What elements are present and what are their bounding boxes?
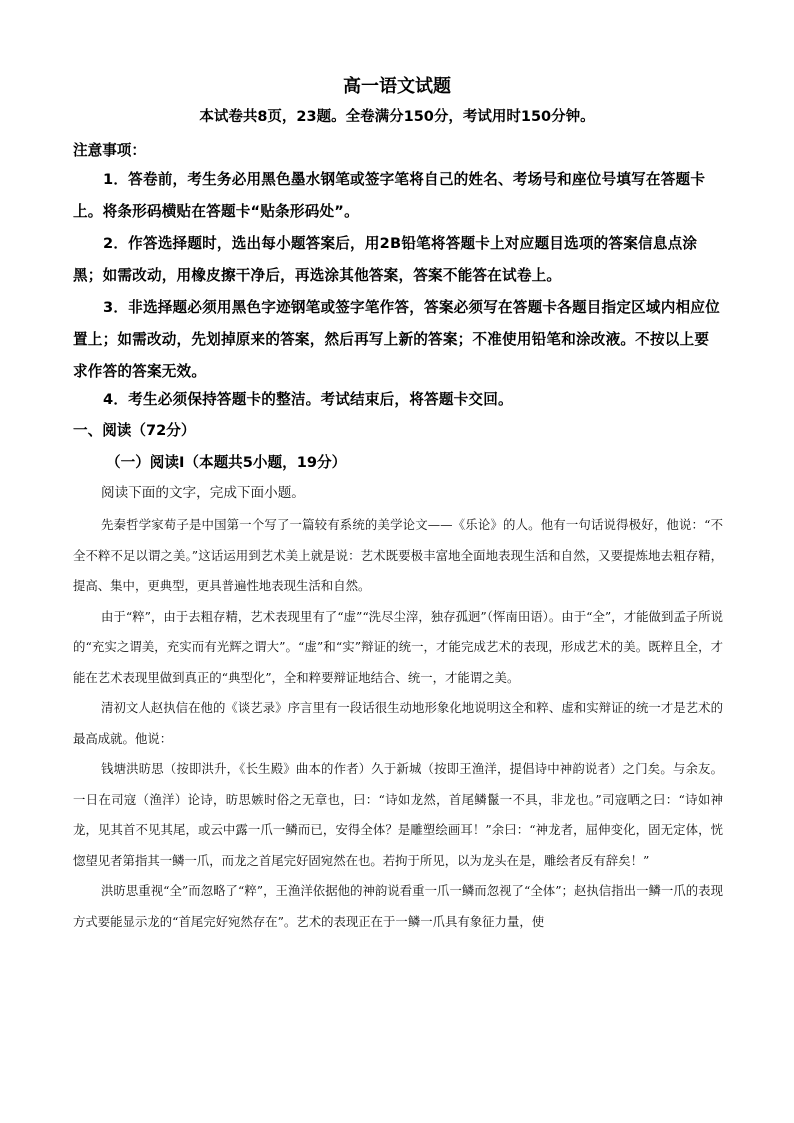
passage-paragraph: 清初文人赵执信在他的《谈艺录》序言里有一段话很生动地形象化地说明这全和粹、虚和实辩证的统一才是艺术的最高成就。他说：: [73, 700, 723, 746]
reading-passage: [73, 510, 723, 937]
exam-info: 本试卷共8页，23题。全卷满分150分，考试用时150分钟。: [199, 109, 595, 125]
subsection-heading: （一）阅读Ⅰ（本题共5小题，19分）: [106, 454, 347, 471]
passage-paragraph: 洪昉思重视“全”而忽略了“粹”，王渔洋依据他的神韵说看重一爪一鳞而忽视了“全体”；赵执信指出一鳞一爪的表现方式要能显示龙的“首尾完好宛然存在”。艺术的表现正在于一鳞一爪具有象征力量，使: [73, 883, 723, 929]
passage-paragraph: 由于“粹”，由于去粗存精，艺术表现里有了“虚”“洗尽尘滓，独存孤迥”（恽南田语）。由于“全”，才能做到孟子所说的“充实之谓美，充实而有光辉之谓大”。“虚”和“实”辩证的统一，才能完成艺术的表现，形成艺术的美。既粹且全，才能在艺术表现里做到真正的“典型化”，全和粹要辩证地结合、统一，才能谓之美。: [73, 608, 723, 685]
note-item-3: 3．非选择题必须用黑色字迹钢笔或签字笔作答，答案必须写在答题卡各题目指定区域内相应位置上；如需改动，先划掉原来的答案，然后再写上新的答案；不准使用铅笔和涂改液。不按以上要求作答的答案无效。: [73, 299, 720, 380]
page-title: 高一语文试题: [343, 76, 451, 97]
note-item-4: 4．考生必须保持答题卡的整洁。考试结束后，将答题卡交回。: [103, 391, 513, 408]
reading-instruction: 阅读下面的文字，完成下面小题。: [101, 485, 305, 501]
section-heading: 一、阅读（72分）: [73, 422, 196, 439]
passage-quote-paragraph: 钱塘洪昉思（按即洪升，《长生殿》曲本的作者）久于新城（按即王渔洋，提倡诗中神韵说者）之门矣。与余友。一日在司寇（渔洋）论诗，昉思嫉时俗之无章也，曰：“诗如龙然，首尾鳞鬣一不具，非龙也。”司寇哂之曰：“诗如神龙，见其首不见其尾，或云中露一爪一鳞而已，安得全体？是雕塑绘画耳！”余曰：“神龙者，屈伸变化，固无定体，恍惚望见者第指其一鳞一爪，而龙之首尾完好固宛然在也。若拘于所见，以为龙头在是，雕绘者反有辞矣！”: [73, 761, 723, 868]
note-item-2: 2．作答选择题时，选出每小题答案后，用2B铅笔将答题卡上对应题目选项的答案信息点涂黑；如需改动，用橡皮擦干净后，再选涂其他答案，答案不能答在试卷上。: [73, 235, 698, 284]
note-item-1: 1．答卷前，考生务必用黑色墨水钢笔或签字笔将自己的姓名、考场号和座位号填写在答题卡上。将条形码横贴在答题卡“贴条形码处”。: [73, 171, 706, 220]
passage-paragraph: 先秦哲学家荀子是中国第一个写了一篇较有系统的美学论文——《乐论》的人。他有一句话说得极好，他说：“不全不粹不足以谓之美。”这话运用到艺术美上就是说：艺术既要极丰富地全面地表现生活和自然，又要提炼地去粗存精，提高、集中，更典型，更具普遍性地表现生活和自然。: [73, 517, 723, 593]
notes-heading: 注意事项：: [73, 142, 146, 159]
